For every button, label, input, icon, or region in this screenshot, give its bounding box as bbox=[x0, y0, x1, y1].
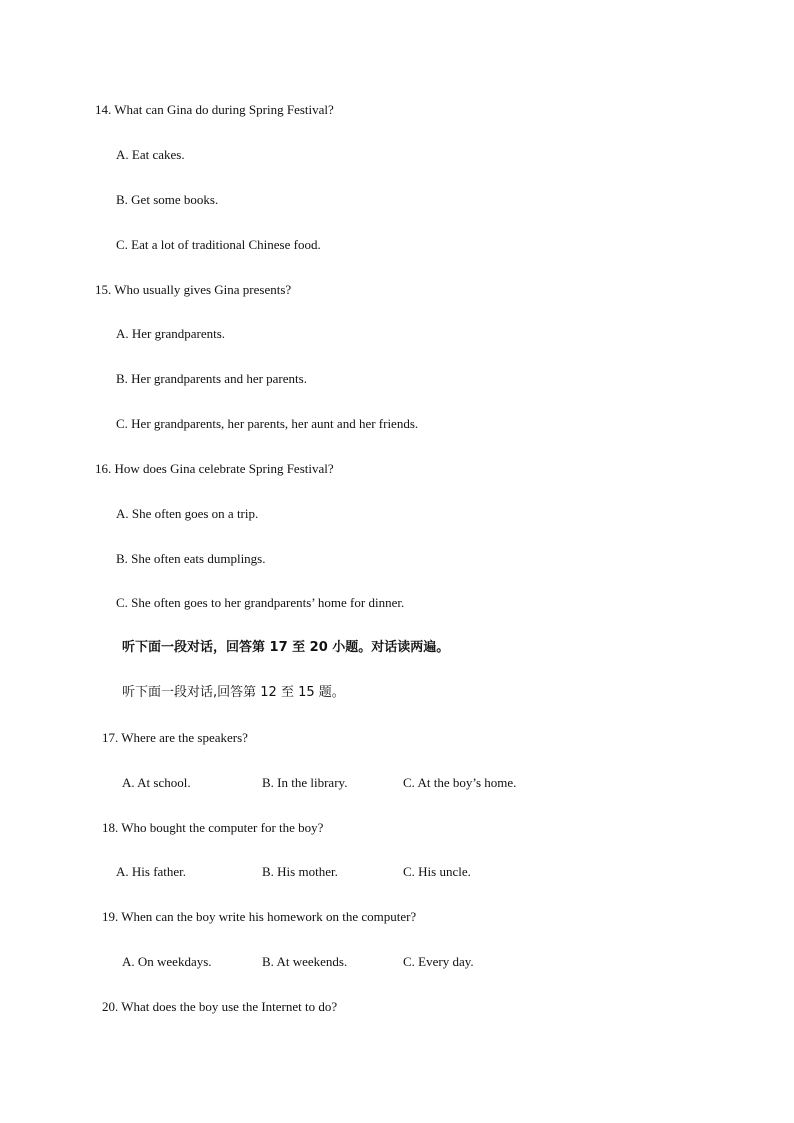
q17-option-c: C. At the boy’s home. bbox=[403, 775, 517, 790]
q15-option-b: B. Her grandparents and her parents. bbox=[116, 371, 307, 386]
q14-option-b: B. Get some books. bbox=[116, 192, 219, 207]
instruction-plain: 听下面一段对话,回答第 12 至 15 题。 bbox=[122, 685, 345, 700]
q18-option-c: C. His uncle. bbox=[403, 864, 471, 879]
question-15: 15. Who usually gives Gina presents? bbox=[95, 282, 292, 297]
question-16: 16. How does Gina celebrate Spring Festival? bbox=[95, 461, 334, 476]
q14-option-a: A. Eat cakes. bbox=[116, 147, 185, 162]
instruction-bold: 听下面一段对话，回答第 17 至 20 小题。对话读两遍。 bbox=[122, 640, 450, 655]
q16-option-a: A. She often goes on a trip. bbox=[116, 506, 259, 521]
q19-option-c: C. Every day. bbox=[403, 954, 474, 969]
q19-option-a: A. On weekdays. bbox=[122, 954, 212, 969]
q14-option-c: C. Eat a lot of traditional Chinese food. bbox=[116, 237, 321, 252]
q18-option-b: B. His mother. bbox=[262, 864, 338, 879]
q16-option-c: C. She often goes to her grandparents’ home for dinner. bbox=[116, 595, 405, 610]
q15-option-a: A. Her grandparents. bbox=[116, 326, 226, 341]
q18-option-a: A. His father. bbox=[116, 864, 187, 879]
question-18: 18. Who bought the computer for the boy? bbox=[102, 820, 324, 835]
q19-option-b: B. At weekends. bbox=[262, 954, 348, 969]
q15-option-c: C. Her grandparents, her parents, her aunt and her friends. bbox=[116, 416, 419, 431]
question-19: 19. When can the boy write his homework on the computer? bbox=[102, 909, 417, 924]
question-17: 17. Where are the speakers? bbox=[102, 730, 248, 745]
q17-option-a: A. At school. bbox=[122, 775, 191, 790]
q17-option-b: B. In the library. bbox=[262, 775, 348, 790]
q16-option-b: B. She often eats dumplings. bbox=[116, 551, 266, 566]
question-14: 14. What can Gina do during Spring Festival? bbox=[95, 102, 334, 117]
question-20: 20. What does the boy use the Internet to do? bbox=[102, 999, 338, 1014]
